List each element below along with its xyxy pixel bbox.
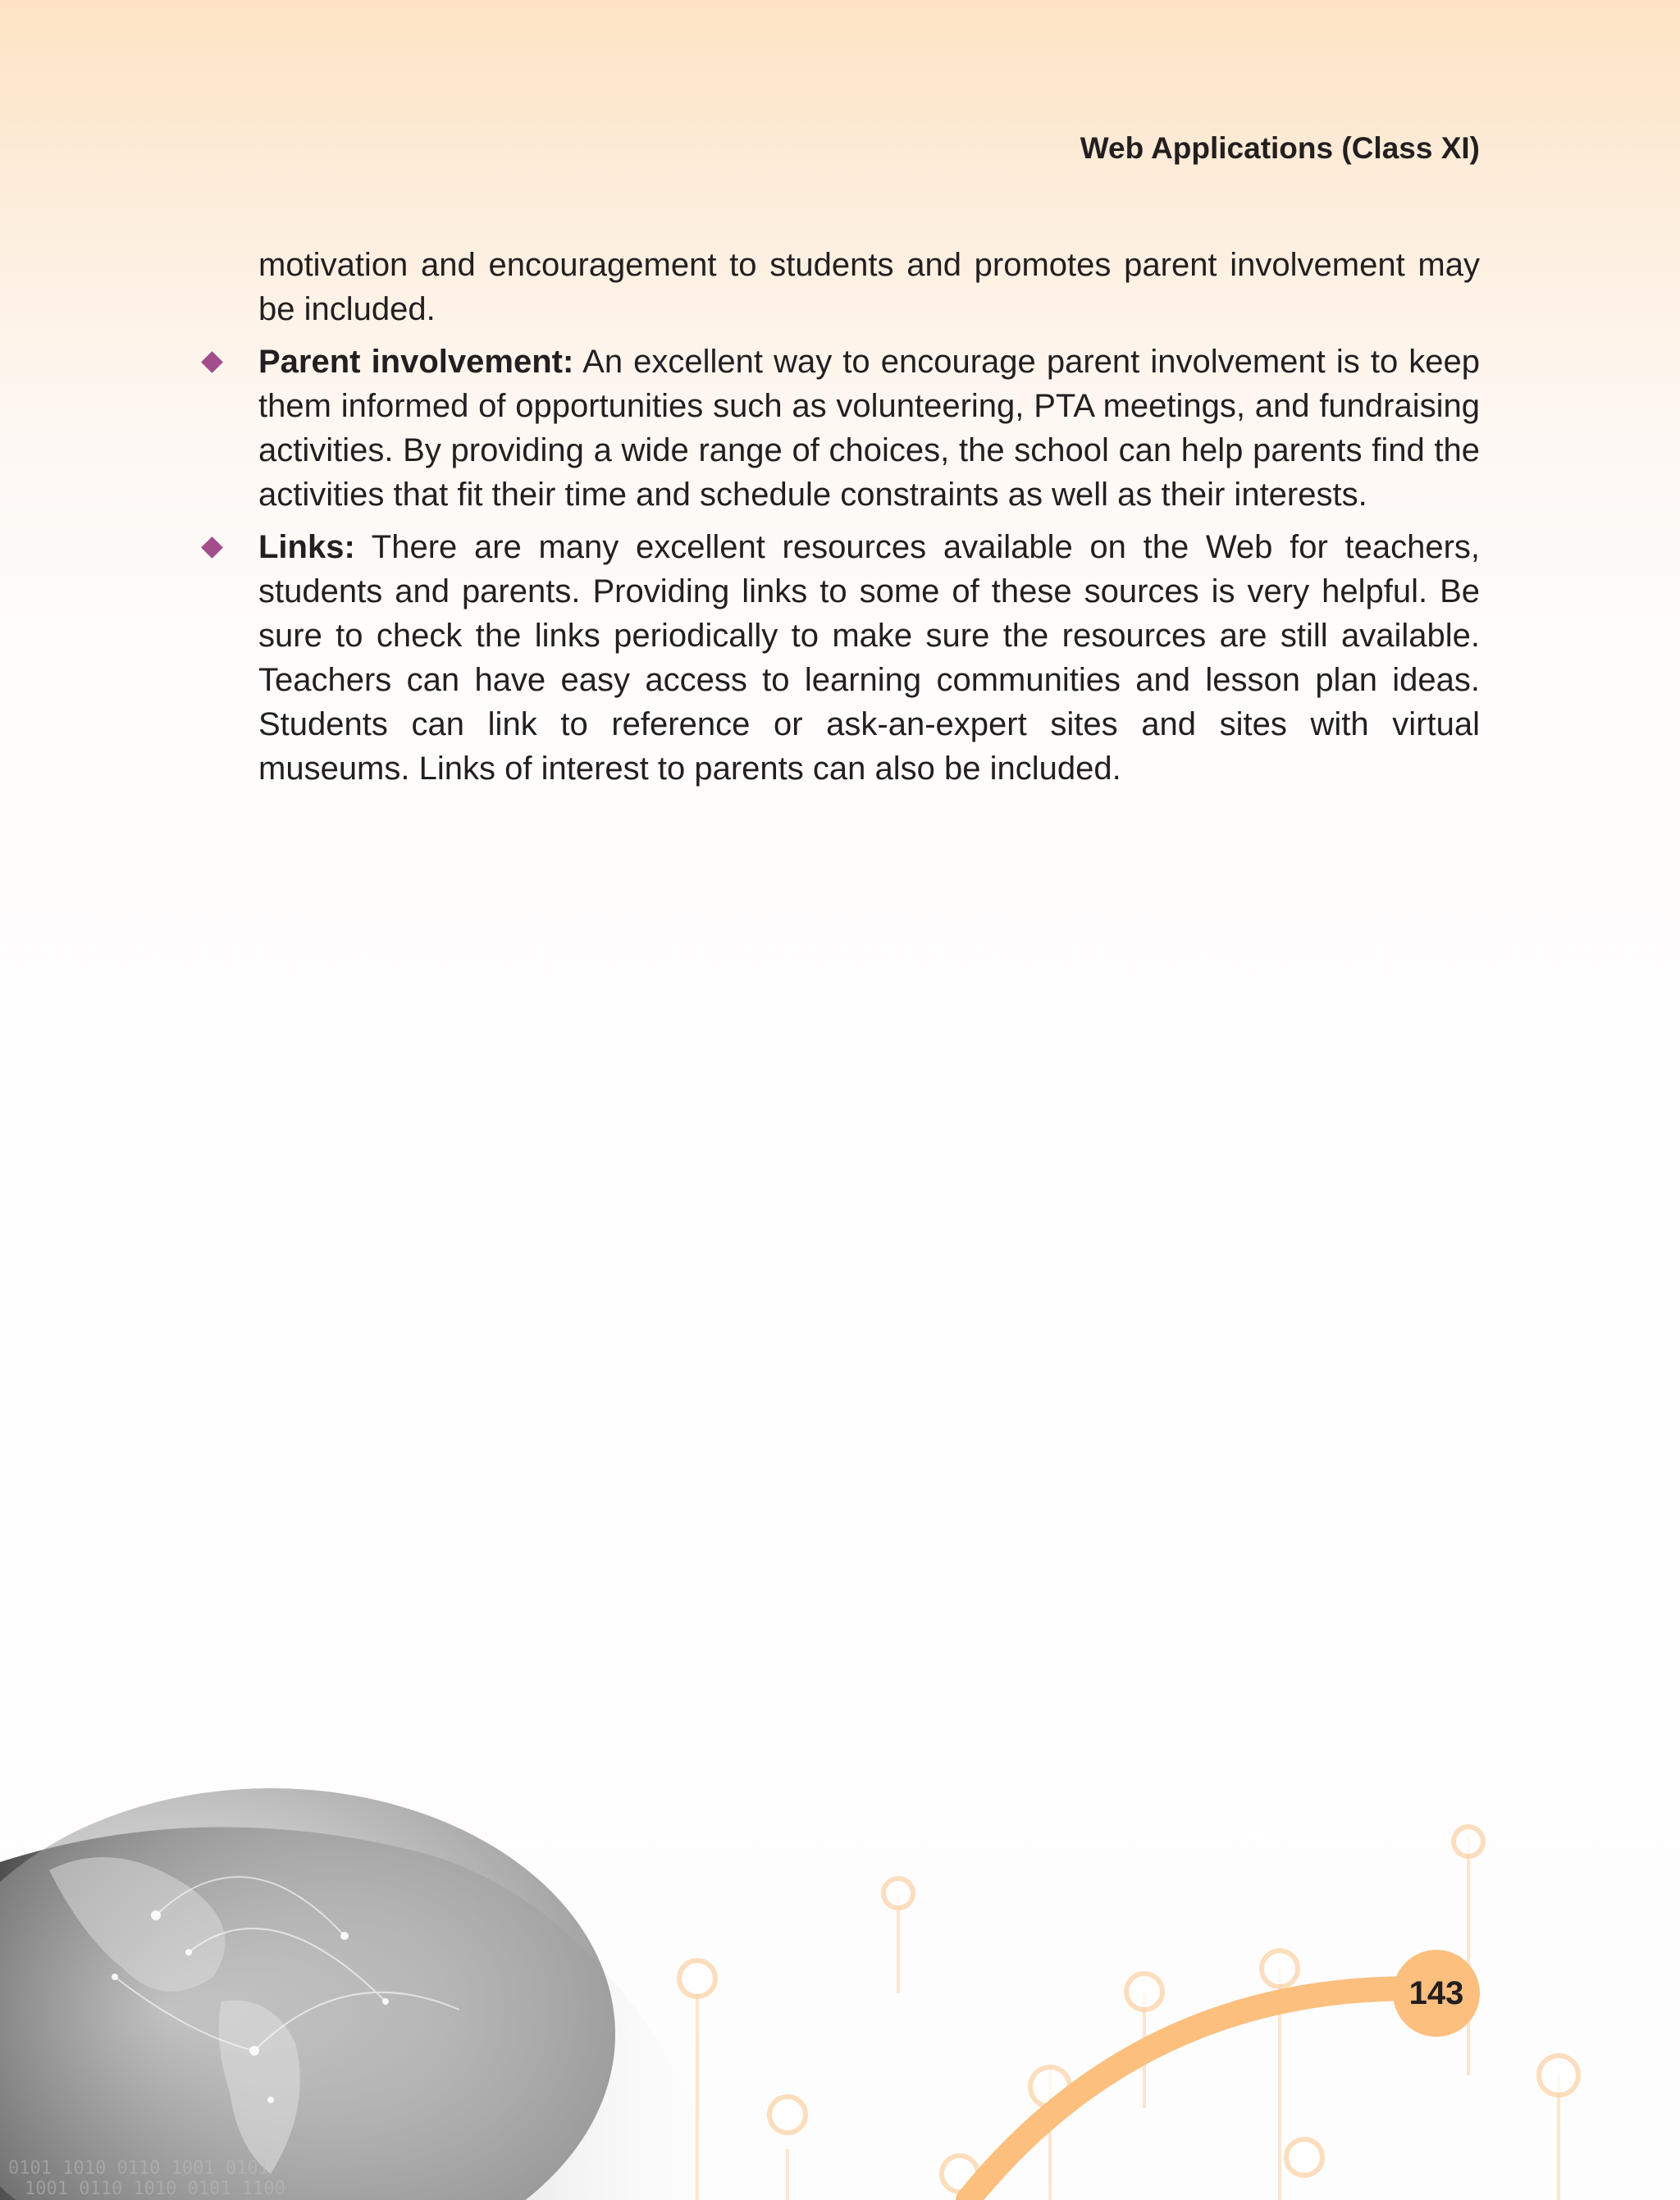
bullet-text: An excellent way to encourage parent involvement is to keep them informed of opportunities such as volunteering, PTA meetings, and fundraising activities. By providing a wide range of choices, the school can help parents find the activities that fit their time and schedule constraints as well as their interests. bbox=[258, 344, 1480, 513]
diamond-bullet-icon bbox=[201, 351, 223, 373]
bullet-term: Links: bbox=[258, 529, 355, 565]
bullet-item-parent-involvement bbox=[258, 340, 1480, 517]
bullet-term: Parent involvement: bbox=[258, 344, 574, 380]
bullet-item-links bbox=[258, 525, 1480, 791]
diamond-bullet-icon bbox=[201, 536, 223, 559]
page-header-title: Web Applications (Class XI) bbox=[1080, 131, 1480, 165]
bullet-text: There are many excellent resources available on the Web for teachers, students and parents. Providing links to some of these sources is very helpful. Be sure to check the links periodically to make sure the resources are still available. Teachers can have easy access to learning communities and lesson plan ideas. Students can link to reference or ask-an-expert sites and sites with virtual museums. Links of interest to parents can also be included. bbox=[258, 529, 1480, 787]
page-number-badge: 143 bbox=[1393, 1950, 1480, 2037]
page-content bbox=[258, 243, 1480, 791]
intro-paragraph: motivation and encouragement to students and promotes parent involvement may be included. bbox=[258, 247, 1480, 327]
svg-text:0101 1010 0110 1001 0101: 0101 1010 0110 1001 0101 bbox=[8, 2158, 269, 2179]
svg-text:1001 0110 1010 0101 1100: 1001 0110 1010 0101 1100 bbox=[25, 2179, 285, 2199]
